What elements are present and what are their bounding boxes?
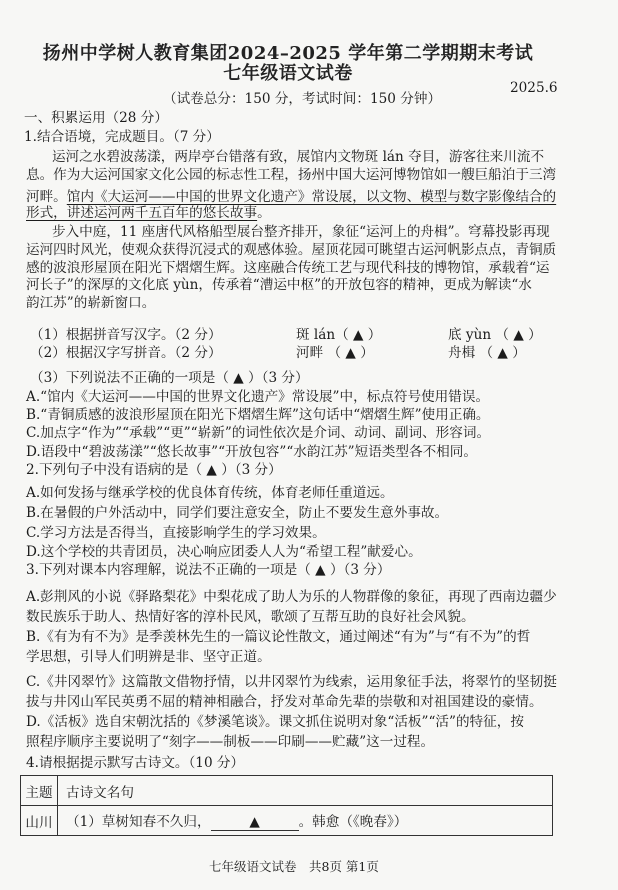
- poetry-table: [20, 775, 553, 836]
- answer-blank[interactable]: ▲: [211, 814, 299, 831]
- q1-sub1-answer-b[interactable]: 底 yùn （ ▲ ）: [448, 327, 542, 343]
- row-theme: 山川: [21, 806, 58, 836]
- page-footer: 七年级语文试卷 共8页 第1页: [209, 859, 379, 874]
- option-d: D.这个学校的共青团员，决心响应团委人人为“希望工程”献爱心。: [26, 544, 422, 560]
- exam-date: 2025.6: [510, 80, 558, 96]
- option-a: A.如何发扬与继承学校的优良体育传统，体育老师任重道远。: [26, 485, 394, 501]
- table-header-row: [21, 776, 553, 806]
- option-a: A.“馆内《大运河——中国的世界文化遗产》常设展”中，标点符号使用错误。: [26, 389, 490, 405]
- q1-sub3: （3）下列说法不正确的一项是（ ▲ ）（3 分）: [30, 370, 309, 386]
- option-line: B.《有为有不为》是季羡林先生的一篇议论性散文，通过阐述“有为”与“有不为”的哲: [26, 629, 531, 645]
- exam-title: 扬州中学树人教育集团2024–2025 学年第二学期期末考试: [42, 43, 534, 64]
- q4-stem: 4.请根据提示默写古诗文。（10 分）: [26, 755, 245, 771]
- option-line: 学思想，引导人们明辨是非、坚守正道。: [26, 649, 271, 665]
- passage-line: [26, 204, 271, 222]
- passage-line: 感的波浪形屋顶在阳光下熠熠生辉。这座融合传统工艺与现代科技的博物馆，承载着“运: [26, 260, 550, 276]
- poem-source: 。韩愈（《晚春》）: [298, 814, 408, 830]
- q3-stem: 3.下列对课本内容理解，说法不正确的一项是（ ▲ ）（3 分）: [26, 562, 391, 578]
- option-line: 照程序顺序主要说明了“刻字——制板——印刷——贮藏”这一过程。: [26, 734, 435, 750]
- passage-line: 运河之水碧波荡漾，两岸亭台错落有致，展馆内文物斑 lán 夺目，游客往来川流不: [52, 149, 545, 165]
- option-d: D.语段中“碧波荡漾”“悠长故事”“开放包容”“水韵江苏”短语类型各不相同。: [26, 444, 477, 460]
- q1-sub2: （2）根据汉字写拼音。（2 分）: [30, 345, 222, 361]
- option-b: B.“青铜质感的波浪形屋顶在阳光下熠熠生辉”这句话中“熠熠生辉”使用正确。: [26, 407, 490, 423]
- q1-stem: 1.结合语境，完成题目。（7 分）: [24, 129, 220, 145]
- q1-sub2-answer-b[interactable]: 舟楫 （ ▲ ）: [448, 345, 526, 361]
- section-heading: 一、积累运用（28 分）: [24, 110, 168, 126]
- q2-stem: 2.下列句子中没有语病的是（ ▲ ）（3 分）: [26, 462, 282, 478]
- q1-sub1: （1）根据拼音写汉字。（2 分）: [30, 327, 222, 343]
- header-theme: 主题: [21, 776, 58, 806]
- passage-text: 。: [257, 205, 271, 221]
- option-c: C.加点字“作为”“承载”“更”“崭新”的词性依次是介词、动词、副词、形容词。: [26, 425, 491, 441]
- underlined-sentence: 馆内《大运河——中国的世界文化遗产》常设展，以文物、模型与数字影像结合的: [66, 189, 557, 205]
- passage-line: 河长子”的深厚的文化底 yùn，传承着“漕运中枢”的开放包容的精神，更成为解读“水: [26, 277, 532, 293]
- option-line: 拔与井冈山军民英勇不屈的精神相融合，抒发对革命先辈的崇敬和对祖国建设的豪情。: [26, 694, 543, 710]
- exam-info: （试卷总分：150 分，考试时间：150 分钟）: [163, 91, 442, 107]
- row-content: [58, 806, 553, 836]
- q1-sub1-answer-a[interactable]: 斑 lán（ ▲ ）: [296, 327, 382, 343]
- option-c: C.学习方法是否得当，直接影响学生的学习效果。: [26, 525, 326, 541]
- exam-subject-title: 七年级语文试卷: [223, 63, 353, 84]
- option-line: 数民族乐于助人、热情好客的淳朴民风，歌颂了互帮互助的良好社会风貌。: [26, 609, 475, 625]
- passage-text: 河畔。: [26, 189, 67, 205]
- q1-sub2-answer-a[interactable]: 河畔 （ ▲ ）: [296, 345, 374, 361]
- passage-line: 运河四时风光，使观众获得沉浸式的观感体验。屋顶花园可眺望古运河帆影点点，青铜质: [26, 242, 557, 258]
- passage-line: 韵江苏”的崭新窗口。: [26, 295, 156, 311]
- passage-line: 步入中庭，11 座唐代风格船型展台整齐排开，象征“运河上的舟楫”。穹幕投影再现: [52, 224, 550, 240]
- passage-line: 息。作为大运河国家文化公园的标志性工程，扬州中国大运河博物馆如一艘巨船泊于三湾: [26, 167, 557, 183]
- table-row: [21, 806, 553, 836]
- poem-line: （1）草树知春不久归，: [66, 814, 211, 830]
- option-line: D.《活板》选自宋朝沈括的《梦溪笔谈》。课文抓住说明对象“活板”“活”的特征，按: [26, 714, 524, 730]
- option-b: B.在暑假的户外活动中，同学们要注意安全，防止不要发生意外事故。: [26, 505, 449, 521]
- option-line: A.彭荆风的小说《驿路梨花》中梨花成了助人为乐的人物群像的象征，再现了西南边疆少: [26, 589, 557, 605]
- header-lines: 古诗文名句: [58, 776, 553, 806]
- underlined-sentence: 形式，讲述运河两千五百年的悠长故事: [26, 205, 258, 221]
- option-line: C.《井冈翠竹》这篇散文借物抒情，以井冈翠竹为线索，运用象征手法，将翠竹的坚韧挺: [26, 674, 557, 690]
